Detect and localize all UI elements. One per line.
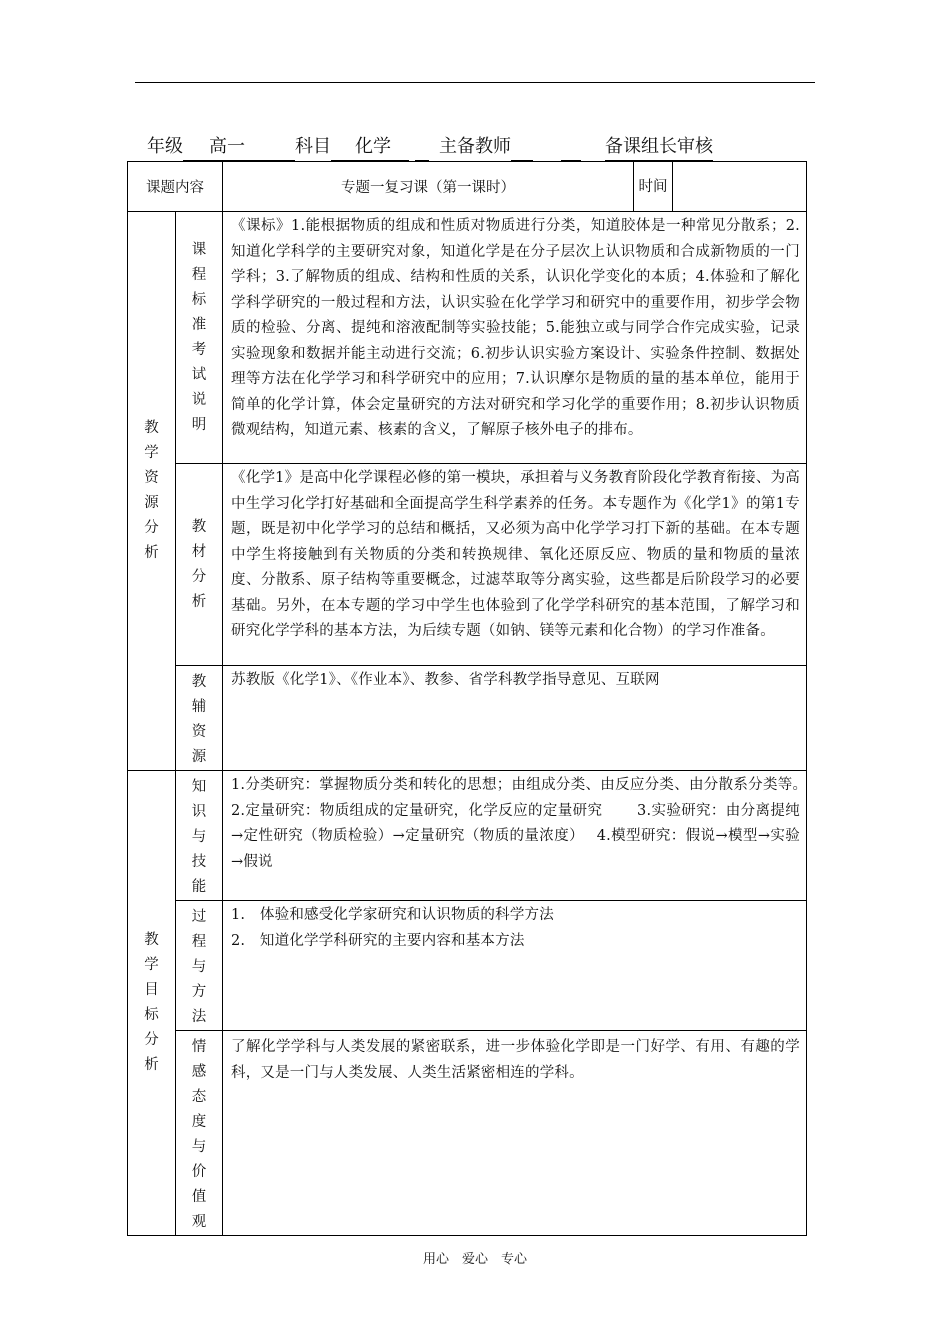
- review-label: 备课组长审核: [605, 134, 713, 161]
- resources-text: 苏教版《化学1》、《作业本》、教参、省学科教学指导意见、互联网: [223, 666, 807, 771]
- goal-analysis-label: 教 学 目 标 分 析: [128, 771, 176, 1236]
- knowledge-label: 知 识 与 技 能: [176, 771, 223, 901]
- resources-row: [128, 666, 807, 771]
- resource-analysis-label: 教 学 资 源 分 析: [128, 212, 176, 771]
- knowledge-row: [128, 771, 807, 901]
- textbook-row: [128, 464, 807, 666]
- topic-value: 专题一复习课（第一课时）: [223, 162, 634, 212]
- header-line: [147, 134, 787, 161]
- grade-value: 高一: [209, 134, 245, 161]
- process-line-2: 2. 知道化学学科研究的主要内容和基本方法: [231, 932, 525, 949]
- time-value: [673, 162, 807, 212]
- process-line-1: 1. 体验和感受化学家研究和认识物质的科学方法: [231, 907, 554, 923]
- emotion-text: 了解化学学科与人类发展的紧密联系，进一步体验化学即是一门好学、有用、有趣的学科，又是一门与人类发展、人类生活紧密相连的学科。: [223, 1031, 807, 1236]
- textbook-text: 《化学1》是高中化学课程必修的第一模块，承担着与义务教育阶段化学教育衔接、为高中生学习化学打好基础和全面提高学生科学素养的任务。本专题作为《化学1》的第1专题，既是初中化学学习的总结和概括，又必须为高中化学学习打下新的基础。在本专题中学生将接触到有关物质的分类和转换规律、氧化还原反应、物质的量和物质的量浓度、分散系、原子结构等重要概念，过滤萃取等分离实验，这些都是后阶段学习的必要基础。另外，在本专题的学习中学生也体验到了化学学科研究的基本范围，了解学习和研究化学学科的基本方法，为后续专题（如钠、镁等元素和化合物）的学习作准备。: [223, 464, 807, 666]
- subject-label: 科目: [295, 136, 331, 157]
- lesson-plan-table: [127, 161, 835, 1236]
- grade-label: 年级: [147, 136, 183, 157]
- topic-row: [128, 162, 807, 212]
- knowledge-text: 1.分类研究：掌握物质分类和转化的思想；由组成分类、由反应分类、由分散系分类等。 2.定量研究：物质组成的定量研究，化学反应的定量研究 3.实验研究：由分离提纯→定性研究（物质检验）→定量研究（物质的量浓度） 4.模型研究：假说→模型→实验→假说: [223, 771, 807, 901]
- subject-value: 化学: [355, 134, 391, 161]
- process-text: [223, 901, 807, 1031]
- process-row: [128, 901, 807, 1031]
- curriculum-label: 课 程 标 准 考 试 说 明: [176, 212, 223, 464]
- page-footer: 用心 爱心 专心: [422, 1252, 527, 1267]
- time-label: 时间: [634, 162, 673, 212]
- curriculum-text: 《课标》1.能根据物质的组成和性质对物质进行分类，知道胶体是一种常见分散系；2.知道化学科学的主要研究对象，知道化学是在分子层次上认识物质和合成新物质的一门学科；3.了解物质的组成、结构和性质的关系，认识化学变化的本质；4.体验和了解化学科学研究的一般过程和方法，认识实验在化学学习和研究中的重要作用，初步学会物质的检验、分离、提纯和溶液配制等实验技能；5.能独立或与同学合作完成实验，记录实验现象和数据并能主动进行交流；6.初步认识实验方案设计、实验条件控制、数据处理等方法在化学学习和科学研究中的应用；7.认识摩尔是物质的量的基本单位，能用于简单的化学计算，体会定量研究的方法对研究和学习化学的重要作用；8.初步认识物质微观结构，知道元素、核素的含义，了解原子核外电子的排布。: [223, 212, 807, 464]
- process-label: 过 程 与 方 法: [176, 901, 223, 1031]
- emotion-row: [128, 1031, 807, 1236]
- topic-label: 课题内容: [128, 162, 223, 212]
- textbook-label: 教 材 分 析: [176, 464, 223, 666]
- emotion-label: 情 感 态 度 与 价 值 观: [176, 1031, 223, 1236]
- teacher-label: 主备教师: [439, 136, 511, 157]
- top-rule: [135, 82, 815, 83]
- resources-label: 教 辅 资 源: [176, 666, 223, 771]
- curriculum-row: [128, 212, 807, 464]
